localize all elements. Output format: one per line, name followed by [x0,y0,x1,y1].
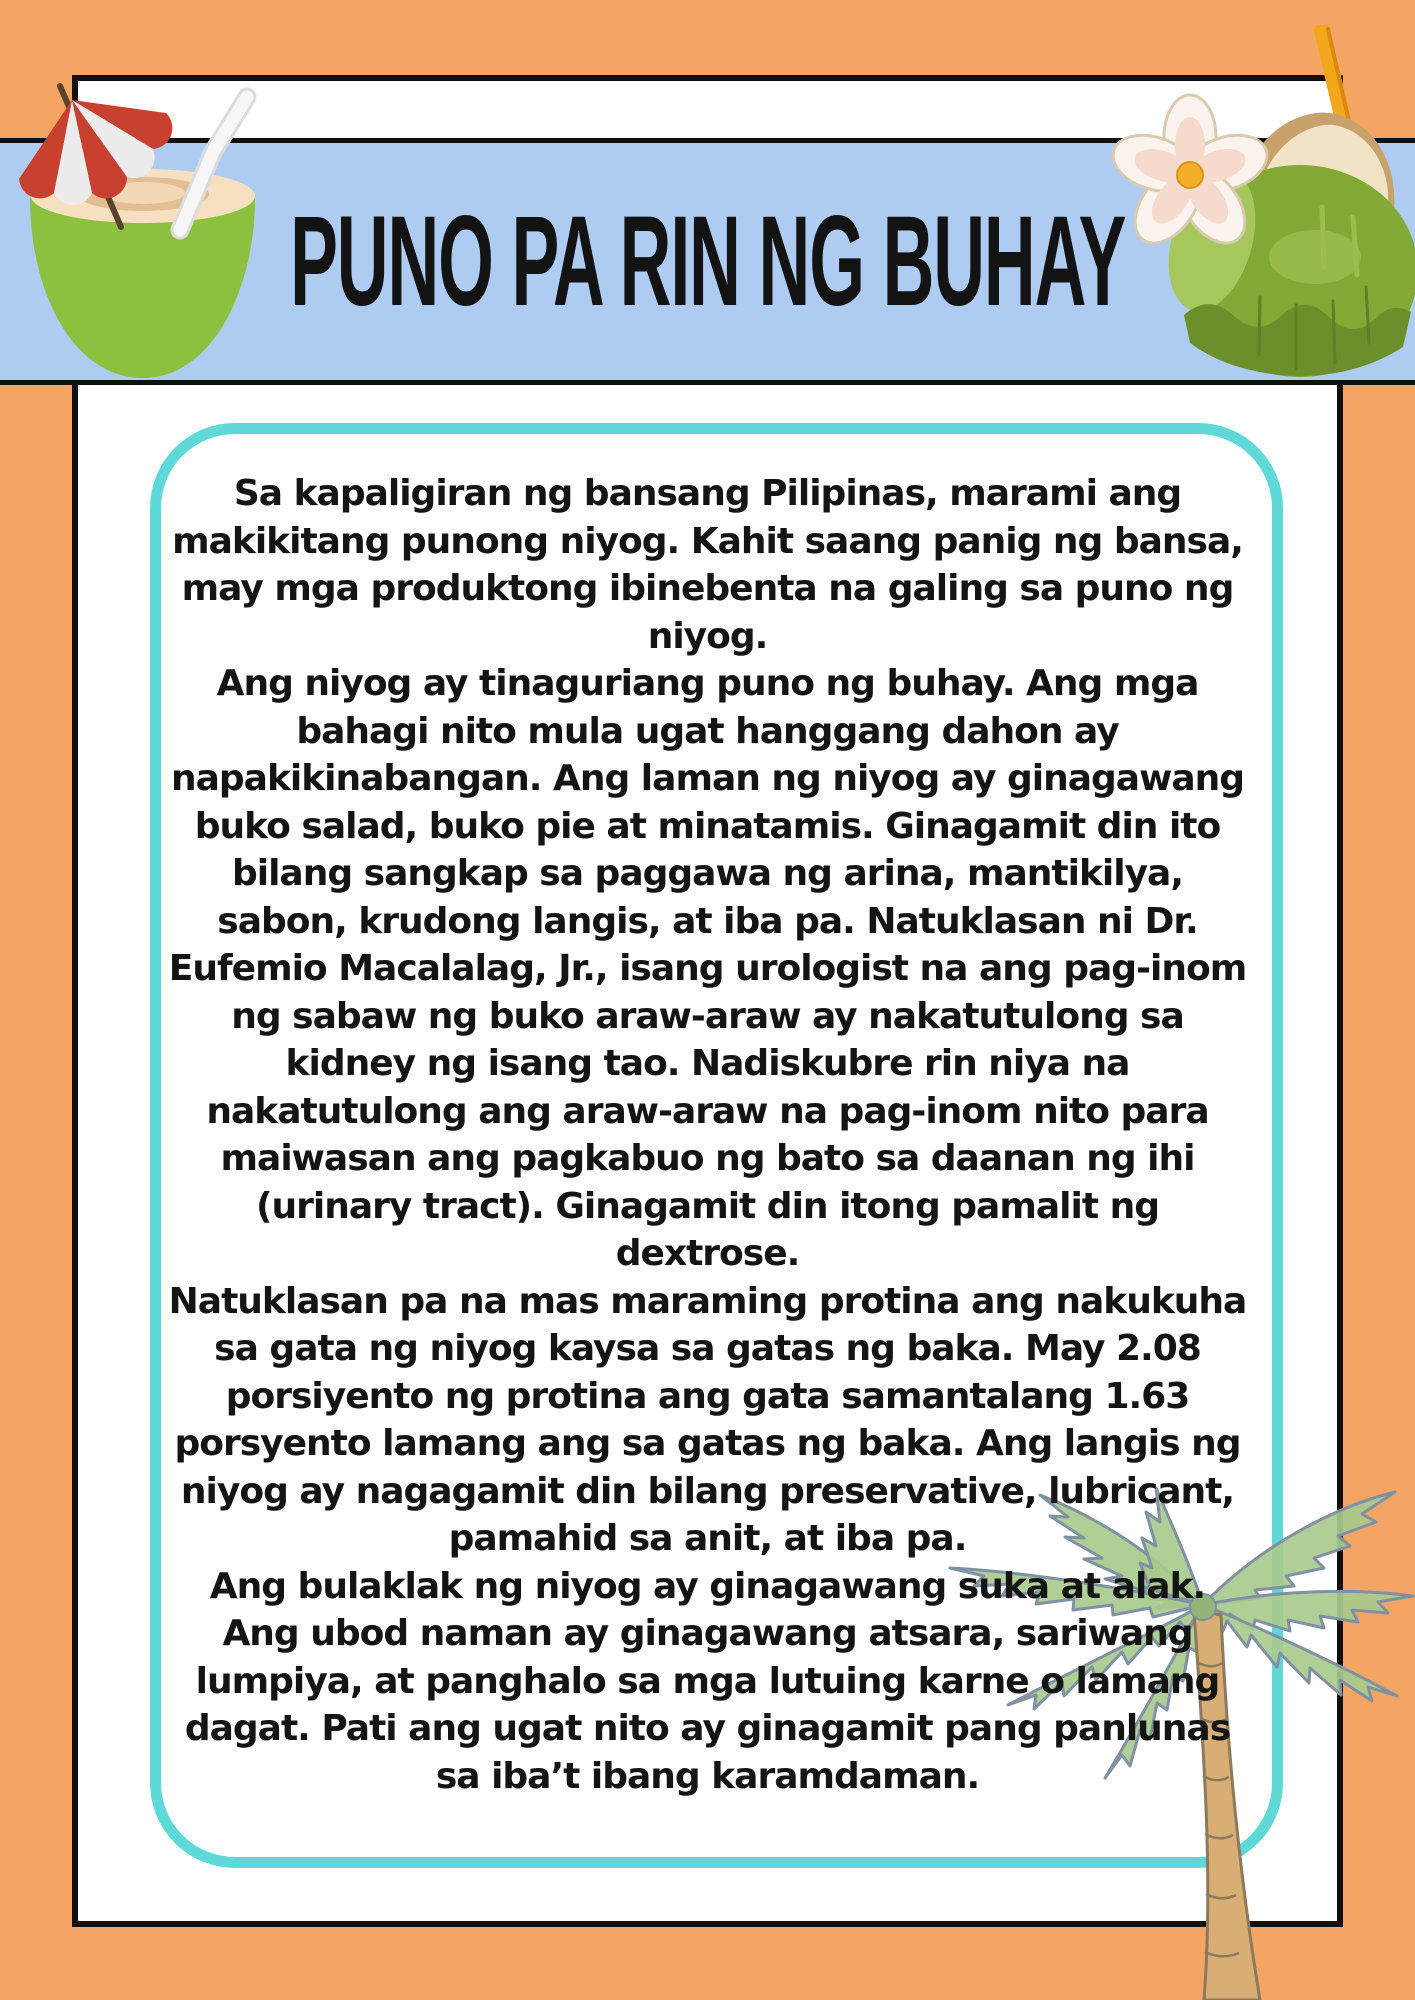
paragraph: Natuklasan pa na mas maraming protina ang nakukuha sa gata ng niyog kaysa sa gatas ng baka. May 2.08 porsiyento ng protina ang gata samantalang 1.63 porsyento lamang ang sa gatas ng baka. Ang langis ng niyog ay nagagamit din bilang preservative, lubricant, pamahid sa anit, at iba pa. [168,1280,1247,1560]
article-text [167,470,1248,1800]
coconut-drink-left-icon [15,80,270,385]
page-title: PUNO PA RIN NG BUHAY [289,189,1126,333]
paragraph: Ang bulaklak ng niyog ay ginagawang suka at alak. Ang ubod naman ay ginagawang atsara, sariwang lumpiya, at panghalo sa mga lutuing karne o lamang dagat. Pati ang ugat nito ay ginagamit pang panlunas sa iba’t ibang karamdaman. [184,1565,1231,1797]
paragraph: Ang niyog ay tinaguriang puno ng buhay. Ang mga bahagi nito mula ugat hanggang dahon ay napakikinabangan. Ang laman ng niyog ay ginagawang buko salad, buko pie at minatamis. Ginagamit din ito bilang sangkap sa paggawa ng arina, mantikilya, sabon, krudong langis, at iba pa. Natuklasan ni Dr. Eufemio Macalalag, Jr., isang urologist na ang pag-inom ng sabaw ng buko araw-araw ay nakatutulong sa kidney ng isang tao. Nadiskubre rin niya na nakatutulong ang araw-araw na pag-inom nito para maiwasan ang pagkabuo ng bato sa daanan ng ihi (urinary tract). Ginagamit din itong pamalit ng dextrose. [168,663,1247,1275]
paragraph: Sa kapaligiran ng bansang Pilipinas, marami ang makikitang punong niyog. Kahit saang panig ng bansa, may mga produktong ibinebenta na galing sa puno ng niyog. [172,473,1243,657]
coconut-drink-right-icon [1110,25,1415,385]
